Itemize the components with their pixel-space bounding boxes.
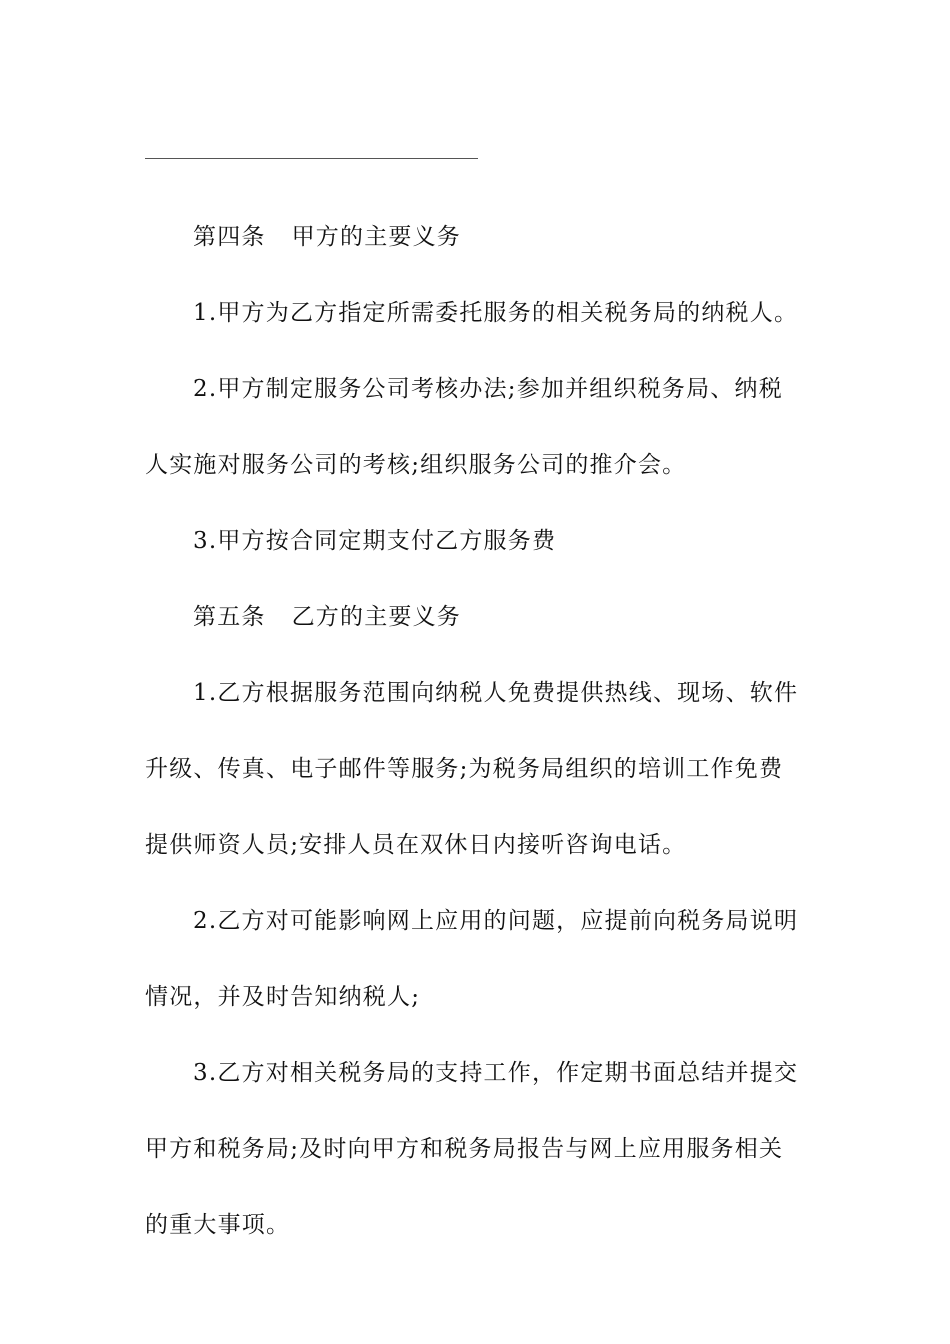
article-5-number: 第五条 [193,604,266,630]
article-4-title: 甲方的主要义务 [291,224,462,250]
document-body [145,199,805,1263]
article-4-item-1: 1.甲方为乙方指定所需委托服务的相关税务局的纳税人。 [193,300,799,326]
article-5-item-1: 1.乙方根据服务范围向纳税人免费提供热线、现场、软件升级、传真、电子邮件等服务;为税务局组织的培训工作免费提供师资人员;安排人员在双休日内接听咨询电话。 [145,680,799,858]
article-5-title: 乙方的主要义务 [291,604,462,630]
article-4-item-3: 3.甲方按合同定期支付乙方服务费 [193,528,557,554]
article-4-number: 第四条 [193,224,266,250]
article-5-item-3: 3.乙方对相关税务局的支持工作，作定期书面总结并提交甲方和税务局;及时向甲方和税务局报告与网上应用服务相关的重大事项。 [145,1060,799,1238]
header-rule [145,158,478,159]
article-4-item-2: 2.甲方制定服务公司考核办法;参加并组织税务局、纳税人实施对服务公司的考核;组织服务公司的推介会。 [145,376,783,478]
article-5-heading [145,579,805,655]
article-4-heading [145,199,805,275]
article-5-item-2: 2.乙方对可能影响网上应用的问题，应提前向税务局说明情况，并及时告知纳税人; [145,908,799,1010]
